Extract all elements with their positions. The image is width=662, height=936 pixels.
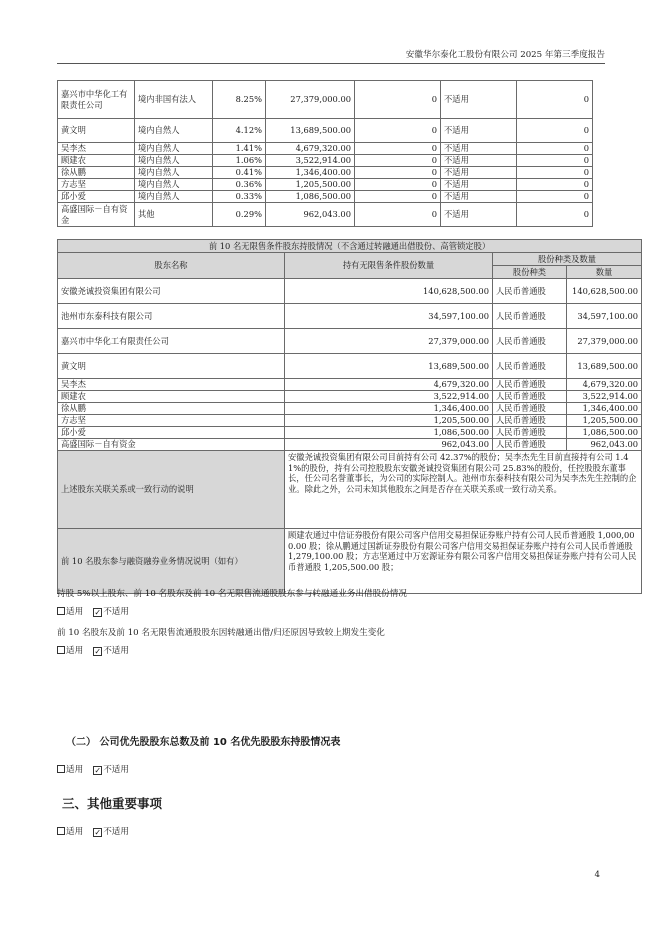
unrestricted-name: 嘉兴市中华化工有限责任公司 bbox=[58, 329, 285, 354]
unrestricted-type: 人民币普通股 bbox=[493, 427, 567, 439]
holder-name: 高盛国际－自有资金 bbox=[58, 203, 135, 227]
table-row bbox=[58, 203, 593, 227]
table-row bbox=[58, 427, 642, 439]
margin-trading-text: 顾建农通过中信证券股份有限公司客户信用交易担保证券账户持有公司人民币普通股 1,000,000.00 股；徐从鹏通过国新证券股份有限公司客户信用交易担保证券账户持有公司人民币普通股 1,279,100.00 股；方志坚通过中万宏源证券有限公司客户信用交易担保证券账户持有公司人民币普通股 1,205,500.00 股； bbox=[285, 529, 642, 594]
unrestricted-qty: 140,628,500.00 bbox=[285, 279, 493, 304]
holder-ratio: 1.41% bbox=[213, 143, 266, 155]
lending-options bbox=[57, 606, 129, 618]
unrestricted-name: 方志坚 bbox=[58, 415, 285, 427]
holder-pledge-status: 不适用 bbox=[441, 167, 517, 179]
table-row bbox=[58, 167, 593, 179]
unrestricted-holders-table bbox=[57, 239, 642, 594]
holder-name: 嘉兴市中华化工有限责任公司 bbox=[58, 81, 135, 119]
table-row bbox=[58, 81, 593, 119]
option-not-applicable: 不适用 bbox=[103, 646, 129, 656]
option-applicable: 适用 bbox=[66, 827, 84, 837]
unrestricted-type: 人民币普通股 bbox=[493, 439, 567, 451]
margin-trading-label: 前 10 名股东参与融资融券业务情况说明（如有） bbox=[58, 529, 285, 594]
section-preferred-shareholders: （二） 公司优先股股东总数及前 10 名优先股股东持股情况表 bbox=[66, 737, 341, 748]
lending-question: 持股 5%以上股东、前 10 名股东及前 10 名无限售流通股股东参与转融通业务出借股份情况 bbox=[57, 589, 407, 599]
relation-label: 上述股东关联关系或一致行动的说明 bbox=[58, 451, 285, 529]
unrestricted-type: 人民币普通股 bbox=[493, 329, 567, 354]
unrestricted-amount: 962,043.00 bbox=[567, 439, 642, 451]
option-applicable: 适用 bbox=[66, 646, 84, 656]
unrestricted-type: 人民币普通股 bbox=[493, 354, 567, 379]
option-applicable: 适用 bbox=[66, 765, 84, 775]
top10-holders-table bbox=[57, 80, 593, 227]
unrestricted-type: 人民币普通股 bbox=[493, 304, 567, 329]
unrestricted-type: 人民币普通股 bbox=[493, 415, 567, 427]
holder-pledge-qty: 0 bbox=[517, 155, 593, 167]
holder-pledge-qty: 0 bbox=[517, 203, 593, 227]
option-not-applicable: 不适用 bbox=[103, 827, 129, 837]
unrestricted-qty: 1,086,500.00 bbox=[285, 427, 493, 439]
holder-restricted: 0 bbox=[355, 179, 441, 191]
unrestricted-type: 人民币普通股 bbox=[493, 391, 567, 403]
unrestricted-qty: 1,205,500.00 bbox=[285, 415, 493, 427]
holder-shares: 13,689,500.00 bbox=[266, 119, 355, 143]
checkbox-checked-icon[interactable]: ✓ bbox=[94, 647, 102, 656]
unrestricted-name: 黄文明 bbox=[58, 354, 285, 379]
col-share-class: 股份种类及数量 bbox=[493, 253, 642, 266]
report-header: 安徽华尔泰化工股份有限公司 2025 年第三季度报告 bbox=[405, 50, 605, 60]
unrestricted-type: 人民币普通股 bbox=[493, 403, 567, 415]
unrestricted-qty: 4,679,320.00 bbox=[285, 379, 493, 391]
holder-restricted: 0 bbox=[355, 191, 441, 203]
section-other-matters: 三、其他重要事项 bbox=[62, 796, 163, 811]
preferred-options bbox=[57, 764, 129, 776]
change-question: 前 10 名股东及前 10 名无限售流通股股东因转融通出借/归还原因导致较上期发生变化 bbox=[57, 628, 385, 638]
unrestricted-type: 人民币普通股 bbox=[493, 279, 567, 304]
option-not-applicable: 不适用 bbox=[103, 607, 129, 617]
table-row bbox=[58, 379, 642, 391]
holder-shares: 27,379,000.00 bbox=[266, 81, 355, 119]
checkbox-checked-icon[interactable]: ✓ bbox=[94, 828, 102, 837]
change-options bbox=[57, 645, 129, 657]
relation-text: 安徽尧诚投资集团有限公司目前持有公司 42.37%的股份；吴李杰先生目前直接持有公司 1.41%的股份，持有公司控股股东安徽尧诚投资集团有限公司 25.83%的股份，任控股股东董事长，任公司名誉董事长，为公司的实际控制人。池州市东泰科技有限公司为吴李杰先生控制的企业。除此之外，公司未知其他股东之间是否存在关联关系或一致行动关系。 bbox=[285, 451, 642, 529]
unrestricted-name: 吴李杰 bbox=[58, 379, 285, 391]
unrestricted-amount: 1,346,400.00 bbox=[567, 403, 642, 415]
unrestricted-name: 高盛国际－自有资金 bbox=[58, 439, 285, 451]
holder-restricted: 0 bbox=[355, 167, 441, 179]
checkbox-unchecked-icon[interactable] bbox=[57, 646, 65, 654]
holder-pledge-status: 不适用 bbox=[441, 119, 517, 143]
col-holder-name: 股东名称 bbox=[58, 253, 285, 279]
holder-restricted: 0 bbox=[355, 119, 441, 143]
holder-nature: 境内自然人 bbox=[135, 143, 213, 155]
holder-pledge-status: 不适用 bbox=[441, 203, 517, 227]
unrestricted-qty: 13,689,500.00 bbox=[285, 354, 493, 379]
table-row bbox=[58, 391, 642, 403]
holder-pledge-status: 不适用 bbox=[441, 143, 517, 155]
col-share-amount: 数量 bbox=[567, 266, 642, 279]
unrestricted-amount: 4,679,320.00 bbox=[567, 379, 642, 391]
unrestricted-qty: 1,346,400.00 bbox=[285, 403, 493, 415]
table-row bbox=[58, 354, 642, 379]
table-row bbox=[58, 143, 593, 155]
checkbox-unchecked-icon[interactable] bbox=[57, 607, 65, 615]
option-applicable: 适用 bbox=[66, 607, 84, 617]
unrestricted-amount: 13,689,500.00 bbox=[567, 354, 642, 379]
holder-shares: 1,346,400.00 bbox=[266, 167, 355, 179]
holder-pledge-qty: 0 bbox=[517, 119, 593, 143]
holder-name: 黄文明 bbox=[58, 119, 135, 143]
holder-pledge-status: 不适用 bbox=[441, 179, 517, 191]
holder-pledge-qty: 0 bbox=[517, 143, 593, 155]
holder-nature: 境内自然人 bbox=[135, 167, 213, 179]
table-row bbox=[58, 329, 642, 354]
unrestricted-name: 顾建农 bbox=[58, 391, 285, 403]
option-not-applicable: 不适用 bbox=[103, 765, 129, 775]
holder-pledge-qty: 0 bbox=[517, 179, 593, 191]
unrestricted-name: 安徽尧诚投资集团有限公司 bbox=[58, 279, 285, 304]
col-share-type: 股份种类 bbox=[493, 266, 567, 279]
holder-ratio: 0.41% bbox=[213, 167, 266, 179]
unrestricted-amount: 1,086,500.00 bbox=[567, 427, 642, 439]
table-row bbox=[58, 119, 593, 143]
holder-restricted: 0 bbox=[355, 155, 441, 167]
page-number: 4 bbox=[594, 870, 600, 880]
holder-ratio: 0.29% bbox=[213, 203, 266, 227]
unrestricted-qty: 27,379,000.00 bbox=[285, 329, 493, 354]
table-row bbox=[58, 155, 593, 167]
unrestricted-qty: 962,043.00 bbox=[285, 439, 493, 451]
unrestricted-qty: 3,522,914.00 bbox=[285, 391, 493, 403]
unrestricted-amount: 140,628,500.00 bbox=[567, 279, 642, 304]
table-row bbox=[58, 439, 642, 451]
checkbox-checked-icon[interactable]: ✓ bbox=[94, 766, 102, 775]
checkbox-unchecked-icon[interactable] bbox=[57, 827, 65, 835]
unrestricted-name: 徐从鹏 bbox=[58, 403, 285, 415]
unrestricted-qty: 34,597,100.00 bbox=[285, 304, 493, 329]
holder-pledge-status: 不适用 bbox=[441, 191, 517, 203]
holder-nature: 境内自然人 bbox=[135, 179, 213, 191]
other-matters-options bbox=[57, 826, 129, 838]
holder-shares: 3,522,914.00 bbox=[266, 155, 355, 167]
holder-pledge-qty: 0 bbox=[517, 81, 593, 119]
holder-restricted: 0 bbox=[355, 143, 441, 155]
checkbox-unchecked-icon[interactable] bbox=[57, 765, 65, 773]
unrestricted-type: 人民币普通股 bbox=[493, 379, 567, 391]
unrestricted-amount: 3,522,914.00 bbox=[567, 391, 642, 403]
holder-pledge-status: 不适用 bbox=[441, 81, 517, 119]
holder-nature: 境内自然人 bbox=[135, 191, 213, 203]
unrestricted-amount: 27,379,000.00 bbox=[567, 329, 642, 354]
holder-nature: 境内非国有法人 bbox=[135, 81, 213, 119]
holder-restricted: 0 bbox=[355, 81, 441, 119]
holder-ratio: 1.06% bbox=[213, 155, 266, 167]
checkbox-checked-icon[interactable]: ✓ bbox=[94, 608, 102, 617]
table-row bbox=[58, 191, 593, 203]
col-unrestricted-qty: 持有无限售条件股份数量 bbox=[285, 253, 493, 279]
holder-ratio: 0.36% bbox=[213, 179, 266, 191]
table-row bbox=[58, 304, 642, 329]
holder-pledge-status: 不适用 bbox=[441, 155, 517, 167]
unrestricted-title: 前 10 名无限售条件股东持股情况（不含通过转融通出借股份、高管锁定股） bbox=[58, 240, 642, 253]
holder-shares: 4,679,320.00 bbox=[266, 143, 355, 155]
table-row bbox=[58, 179, 593, 191]
header-divider bbox=[57, 63, 605, 64]
table-row bbox=[58, 403, 642, 415]
unrestricted-amount: 34,597,100.00 bbox=[567, 304, 642, 329]
holder-shares: 1,205,500.00 bbox=[266, 179, 355, 191]
holder-name: 顾建农 bbox=[58, 155, 135, 167]
holder-ratio: 0.33% bbox=[213, 191, 266, 203]
holder-shares: 962,043.00 bbox=[266, 203, 355, 227]
table-row bbox=[58, 279, 642, 304]
unrestricted-name: 池州市东泰科技有限公司 bbox=[58, 304, 285, 329]
holder-pledge-qty: 0 bbox=[517, 191, 593, 203]
holder-ratio: 8.25% bbox=[213, 81, 266, 119]
holder-name: 邱小爱 bbox=[58, 191, 135, 203]
holder-nature: 境内自然人 bbox=[135, 155, 213, 167]
unrestricted-name: 邱小爱 bbox=[58, 427, 285, 439]
holder-name: 方志坚 bbox=[58, 179, 135, 191]
holder-name: 徐从鹏 bbox=[58, 167, 135, 179]
table-row bbox=[58, 415, 642, 427]
holder-restricted: 0 bbox=[355, 203, 441, 227]
holder-ratio: 4.12% bbox=[213, 119, 266, 143]
unrestricted-amount: 1,205,500.00 bbox=[567, 415, 642, 427]
holder-pledge-qty: 0 bbox=[517, 167, 593, 179]
holder-shares: 1,086,500.00 bbox=[266, 191, 355, 203]
holder-nature: 境内自然人 bbox=[135, 119, 213, 143]
holder-name: 吴李杰 bbox=[58, 143, 135, 155]
holder-nature: 其他 bbox=[135, 203, 213, 227]
